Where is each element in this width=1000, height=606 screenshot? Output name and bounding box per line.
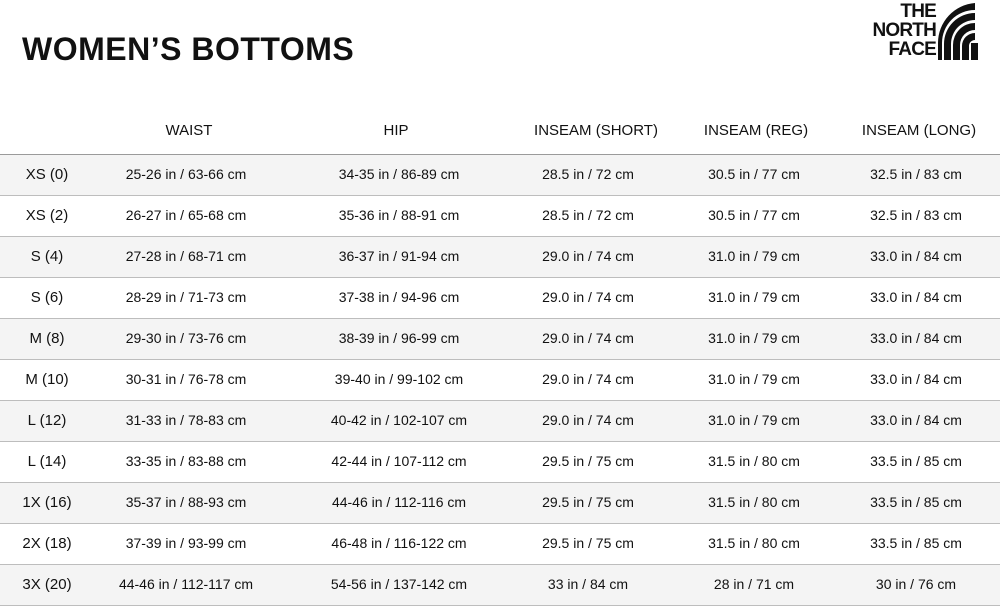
inseam-reg-cell: 31.0 in / 79 cm [708, 412, 800, 428]
inseam-long-cell: 32.5 in / 83 cm [870, 207, 962, 223]
inseam-short-cell: 29.5 in / 75 cm [542, 494, 634, 510]
column-header-inseam-short: INSEAM (SHORT) [534, 122, 658, 139]
hip-cell: 36-37 in / 91-94 cm [338, 248, 460, 264]
waist-cell: 33-35 in / 83-88 cm [125, 453, 247, 469]
inseam-reg-cell: 31.0 in / 79 cm [708, 248, 800, 264]
column-header-inseam-long: INSEAM (LONG) [861, 122, 977, 139]
size-table-body [0, 155, 1000, 606]
hip-cell: 37-38 in / 94-96 cm [338, 289, 460, 305]
table-row [0, 155, 1000, 196]
inseam-long-cell: 33.5 in / 85 cm [870, 535, 962, 551]
inseam-long-cell: 33.0 in / 84 cm [870, 412, 962, 428]
inseam-reg-cell: 31.5 in / 80 cm [708, 494, 800, 510]
waist-cell: 31-33 in / 78-83 cm [125, 412, 247, 428]
hip-cell: 46-48 in / 116-122 cm [331, 535, 467, 551]
waist-cell: 35-37 in / 88-93 cm [125, 494, 247, 510]
inseam-long-cell: 33.0 in / 84 cm [870, 330, 962, 346]
inseam-reg-cell: 31.0 in / 79 cm [708, 330, 800, 346]
inseam-short-cell: 29.0 in / 74 cm [542, 371, 634, 387]
inseam-short-cell: 29.0 in / 74 cm [542, 248, 634, 264]
half-dome-icon [938, 3, 978, 61]
inseam-short-cell: 33 in / 84 cm [547, 576, 629, 592]
size-cell: 1X (16) [22, 494, 72, 511]
hip-cell: 40-42 in / 102-107 cm [330, 412, 468, 428]
inseam-short-cell: 29.0 in / 74 cm [542, 412, 634, 428]
inseam-long-cell: 33.0 in / 84 cm [870, 371, 962, 387]
hip-cell: 54-56 in / 137-142 cm [330, 576, 468, 592]
inseam-reg-cell: 31.5 in / 80 cm [708, 535, 800, 551]
size-cell: XS (2) [25, 207, 69, 224]
table-header [0, 110, 1000, 155]
table-row [0, 524, 1000, 565]
waist-cell: 29-30 in / 73-76 cm [125, 330, 247, 346]
inseam-short-cell: 28.5 in / 72 cm [542, 207, 634, 223]
table-row [0, 237, 1000, 278]
waist-cell: 37-39 in / 93-99 cm [125, 535, 247, 551]
inseam-short-cell: 29.5 in / 75 cm [542, 453, 634, 469]
table-row [0, 278, 1000, 319]
size-cell: L (12) [27, 412, 67, 429]
column-header-hip: HIP [383, 122, 409, 139]
table-row [0, 442, 1000, 483]
table-row [0, 401, 1000, 442]
column-header-waist: WAIST [165, 122, 213, 139]
size-cell: M (8) [29, 330, 65, 347]
inseam-short-cell: 28.5 in / 72 cm [542, 166, 634, 182]
size-cell: L (14) [27, 453, 67, 470]
inseam-long-cell: 33.5 in / 85 cm [870, 494, 962, 510]
waist-cell: 25-26 in / 63-66 cm [125, 166, 247, 182]
hip-cell: 35-36 in / 88-91 cm [338, 207, 460, 223]
hip-cell: 42-44 in / 107-112 cm [331, 453, 467, 469]
table-row [0, 565, 1000, 606]
table-row [0, 196, 1000, 237]
inseam-long-cell: 33.0 in / 84 cm [870, 289, 962, 305]
size-cell: S (6) [30, 289, 64, 306]
inseam-reg-cell: 31.5 in / 80 cm [708, 453, 800, 469]
inseam-short-cell: 29.0 in / 74 cm [542, 330, 634, 346]
hip-cell: 34-35 in / 86-89 cm [338, 166, 460, 182]
logo-line: FACE [888, 39, 936, 60]
size-cell: XS (0) [25, 166, 69, 183]
logo-line: NORTH [872, 20, 936, 41]
brand-logo [846, 2, 978, 64]
waist-cell: 28-29 in / 71-73 cm [125, 289, 247, 305]
inseam-long-cell: 32.5 in / 83 cm [870, 166, 962, 182]
inseam-reg-cell: 31.0 in / 79 cm [708, 289, 800, 305]
hip-cell: 39-40 in / 99-102 cm [334, 371, 464, 387]
inseam-reg-cell: 31.0 in / 79 cm [708, 371, 800, 387]
inseam-reg-cell: 30.5 in / 77 cm [708, 207, 800, 223]
size-cell: 3X (20) [22, 576, 72, 593]
inseam-reg-cell: 30.5 in / 77 cm [708, 166, 800, 182]
table-row [0, 319, 1000, 360]
table-row [0, 360, 1000, 401]
inseam-reg-cell: 28 in / 71 cm [713, 576, 795, 592]
inseam-long-cell: 33.5 in / 85 cm [870, 453, 962, 469]
table-row [0, 483, 1000, 524]
inseam-short-cell: 29.0 in / 74 cm [542, 289, 634, 305]
size-cell: M (10) [25, 371, 69, 388]
size-cell: S (4) [30, 248, 64, 265]
waist-cell: 26-27 in / 65-68 cm [125, 207, 247, 223]
waist-cell: 27-28 in / 68-71 cm [125, 248, 247, 264]
inseam-long-cell: 30 in / 76 cm [875, 576, 957, 592]
column-header-inseam-reg: INSEAM (REG) [703, 122, 809, 139]
brand-logo-text [872, 2, 936, 59]
waist-cell: 30-31 in / 76-78 cm [125, 371, 247, 387]
size-cell: 2X (18) [22, 535, 72, 552]
inseam-long-cell: 33.0 in / 84 cm [870, 248, 962, 264]
waist-cell: 44-46 in / 112-117 cm [118, 576, 254, 592]
hip-cell: 44-46 in / 112-116 cm [331, 494, 467, 510]
inseam-short-cell: 29.5 in / 75 cm [542, 535, 634, 551]
logo-line: THE [900, 1, 936, 22]
hip-cell: 38-39 in / 96-99 cm [338, 330, 460, 346]
page-title: WOMEN’S BOTTOMS [22, 31, 355, 67]
